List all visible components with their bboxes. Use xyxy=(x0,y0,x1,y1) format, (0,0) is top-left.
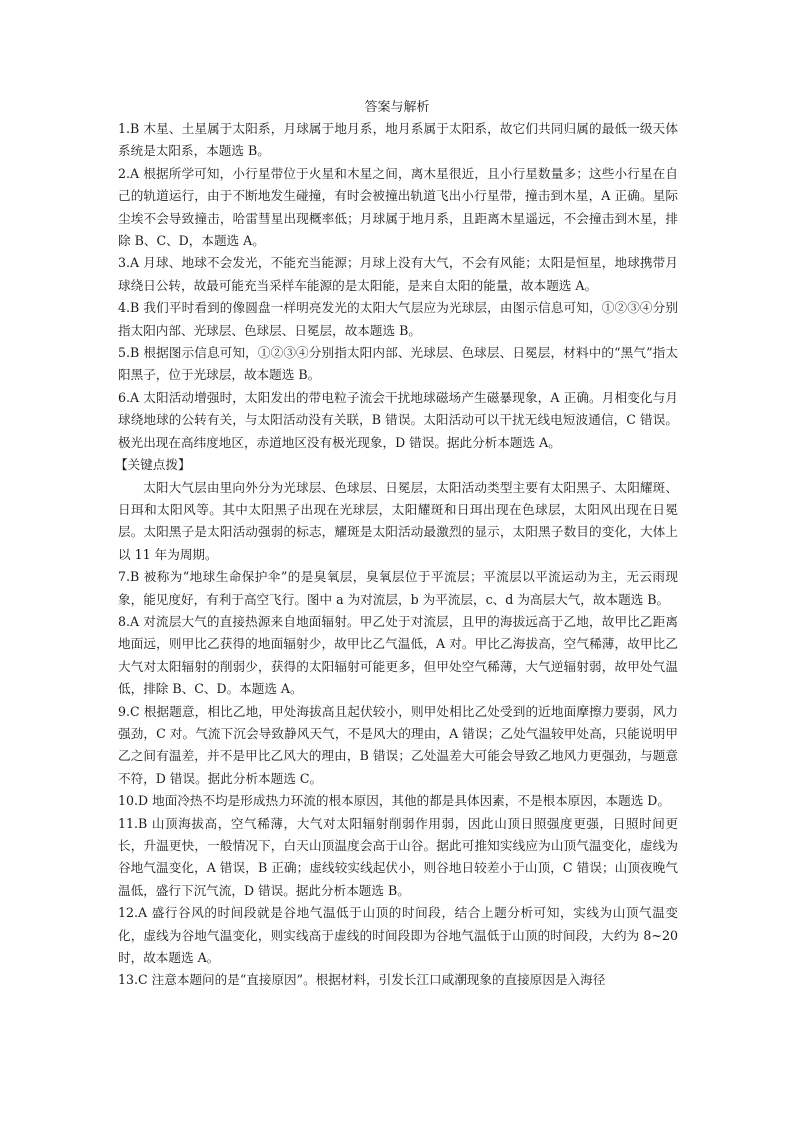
answer-item-3: 3.A 月球、地球不会发光，不能充当能源；月球上没有大气，不会有风能；太阳是恒星，地球携带月球绕日公转，故最可能充当采样车能源的是太阳能，是来自太阳的能量，故本题选 A。 xyxy=(118,255,678,293)
key-points-heading: 【关键点拨】 xyxy=(115,457,191,473)
answer-item-8: 8.A 对流层大气的直接热源来自地面辐射。甲乙处于对流层，且甲的海拔远高于乙地，故甲比乙距离地面远，则甲比乙获得的地面辐射少，故甲比乙气温低，A 对。甲比乙海拔高，空气稀薄，故甲比乙大气对太阳辐射的削弱少，获得的太阳辐射可能更多，但甲处空气稀薄，大气逆辐射弱，故甲处气温低，排除 B、C、D。本题选 A。 xyxy=(118,613,678,697)
answer-item-7: 7.B 被称为“地球生命保护伞”的是臭氧层，臭氧层位于平流层；平流层以平流运动为主，无云雨现象，能见度好，有利于高空飞行。图中 a 为对流层，b 为平流层，c、d 为高层大气，故本题选 B。 xyxy=(118,569,678,607)
key-points-text: 太阳大气层由里向外分为光球层、色球层、日冕层，太阳活动类型主要有太阳黑子、太阳耀斑、日珥和太阳风等。其中太阳黑子出现在光球层，太阳耀斑和日珥出现在色球层，太阳风出现在日冕层。太阳黑子是太阳活动强弱的标志，耀斑是太阳活动最激烈的显示，太阳黑子数目的变化，大体上以 11 年为周期。 xyxy=(118,479,678,562)
answer-item-6: 6.A 太阳活动增强时，太阳发出的带电粒子流会干扰地球磁场产生磁暴现象，A 正确。月相变化与月球绕地球的公转有关，与太阳活动没有关联，B 错误。太阳活动可以干扰无线电短波通信，C 错误。极光出现在高纬度地区，赤道地区没有极光现象，D 错误。据此分析本题选 A。 xyxy=(118,389,678,450)
answer-item-12: 12.A 盛行谷风的时间段就是谷地气温低于山顶的时间段，结合上题分析可知，实线为山顶气温变化，虚线为谷地气温变化，则实线高于虚线的时间段即为谷地气温低于山顶的时间段，大约为 8~20 时，故本题选 A。 xyxy=(118,905,678,966)
answer-item-2: 2.A 根据所学可知，小行星带位于火星和木星之间，离木星很近，且小行星数量多；这些小行星在自己的轨道运行，由于不断地发生碰撞，有时会被撞出轨道飞出小行星带，撞击到木星，A 正确。星际尘埃不会导致撞击，哈雷彗星出现概率低；月球属于地月系，且距离木星遥远，不会撞击到木星，排除 B、C、D，本题选 A。 xyxy=(118,165,678,249)
document-title: 答案与解析 xyxy=(364,100,430,115)
document-body xyxy=(115,118,678,992)
answer-item-9: 9.C 根据题意，相比乙地，甲处海拔高且起伏较小，则甲处相比乙处受到的近地面摩擦力要弱，风力强劲，C 对。气流下沉会导致静风天气，不是风大的理由，A 错误；乙处气温较甲处高，只能说明甲乙之间有温差，并不是甲比乙风大的理由，B 错误；乙处温差大可能会导致乙地风力更强劲，与题意不符，D 错误。据此分析本题选 C。 xyxy=(118,703,678,786)
answer-item-13: 13.C 注意本题问的是“直接原因”。根据材料，引发长江口咸潮现象的直接原因是入海径 xyxy=(118,972,606,988)
answer-item-4: 4.B 我们平时看到的像圆盘一样明亮发光的太阳大气层应为光球层，由图示信息可知，①②③④分别指太阳内部、光球层、色球层、日冕层，故本题选 B。 xyxy=(118,300,678,338)
answer-item-1: 1.B 木星、土星属于太阳系，月球属于地月系，地月系属于太阳系，故它们共同归属的最低一级天体系统是太阳系，本题选 B。 xyxy=(118,121,678,159)
answer-item-10: 10.D 地面冷热不均是形成热力环流的根本原因，其他的都是具体因素，不是根本原因，本题选 D。 xyxy=(118,793,670,809)
answer-item-11: 11.B 山顶海拔高，空气稀薄，大气对太阳辐射削弱作用弱，因此山顶日照强度更强，日照时间更长，升温更快，一般情况下，白天山顶温度会高于山谷。据此可推知实线应为山顶气温变化，虚线为谷地气温变化，A 错误，B 正确；虚线较实线起伏小，则谷地日较差小于山顶，C 错误；山顶夜晚气温低，盛行下沉气流，D 错误。据此分析本题选 B。 xyxy=(118,815,678,898)
answer-item-5: 5.B 根据图示信息可知，①②③④分别指太阳内部、光球层、色球层、日冕层，材料中的“黑气”指太阳黑子，位于光球层，故本题选 B。 xyxy=(118,345,678,383)
